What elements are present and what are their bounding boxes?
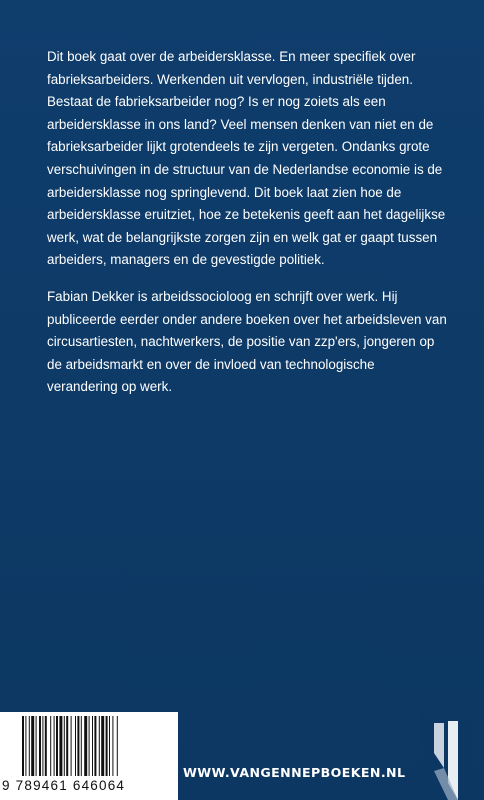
barcode-bar [77, 716, 79, 776]
barcode-bar [66, 716, 68, 776]
barcode-icon [22, 716, 158, 776]
barcode-bar [36, 716, 37, 776]
barcode-bar [56, 716, 58, 776]
barcode-bar [54, 716, 55, 776]
publisher-website: WWW.VANGENNEPBOEKEN.NL [183, 765, 406, 780]
barcode-bar [117, 716, 118, 776]
barcode-bar [22, 716, 24, 776]
barcode-bar [59, 716, 62, 776]
barcode-bar [112, 716, 113, 776]
isbn-number: 9 789461 646064 [2, 778, 126, 793]
book-blurb: Dit boek gaat over de arbeidersklasse. En meer specifiek over fabrieksarbeiders. Werkenden uit vervlogen, industriële tijden. Bestaat de fabrieksarbeider nog? Is er nog zoiets als een arbeidersklasse in ons land? Veel mensen denken van niet en de fabrieksarbeider lijkt grotendeels te zijn vergeten. Ondanks grote verschuivingen in de structuur van de Nederlandse economie is de arbeidersklasse nog springlevend. Dit boek laat zien hoe de arbeidersklasse eruitziet, hoe ze betekenis geeft aan het dagelijkse werk, wat de belangrijkste zorgen zijn en welk gat er gaapt tussen arbeiders, managers en de gevestigde politiek. [47, 49, 446, 268]
barcode-bar [109, 716, 110, 776]
barcode-bar [84, 716, 87, 776]
barcode-bar [75, 716, 76, 776]
barcode-bar [64, 716, 65, 776]
author-bio: Fabian Dekker is arbeidssocioloog en schrijft over werk. Hij publiceerde eerder onder andere boeken over het arbeidsleven van circusartiesten, nachtwerkers, de positie van zzp'ers, jongeren op de arbeidsmarkt en over de invloed van technologische verandering op werk. [47, 289, 447, 395]
barcode-bar [50, 716, 51, 776]
barcode-bar [99, 716, 100, 776]
barcode-bar [106, 716, 108, 776]
barcode-bar [25, 716, 26, 776]
barcode-bar [42, 716, 43, 776]
barcode-bar [94, 716, 96, 776]
barcode-bar [45, 716, 47, 776]
barcode-bar [101, 716, 104, 776]
barcode-bar [39, 716, 41, 776]
barcode-bar [31, 716, 34, 776]
barcode-bar [29, 716, 30, 776]
barcode-bar [71, 716, 72, 776]
barcode-area [0, 712, 178, 800]
barcode-bar [89, 716, 90, 776]
publisher-logo-icon [420, 713, 472, 800]
barcode-bar [81, 716, 82, 776]
barcode-bar [92, 716, 93, 776]
